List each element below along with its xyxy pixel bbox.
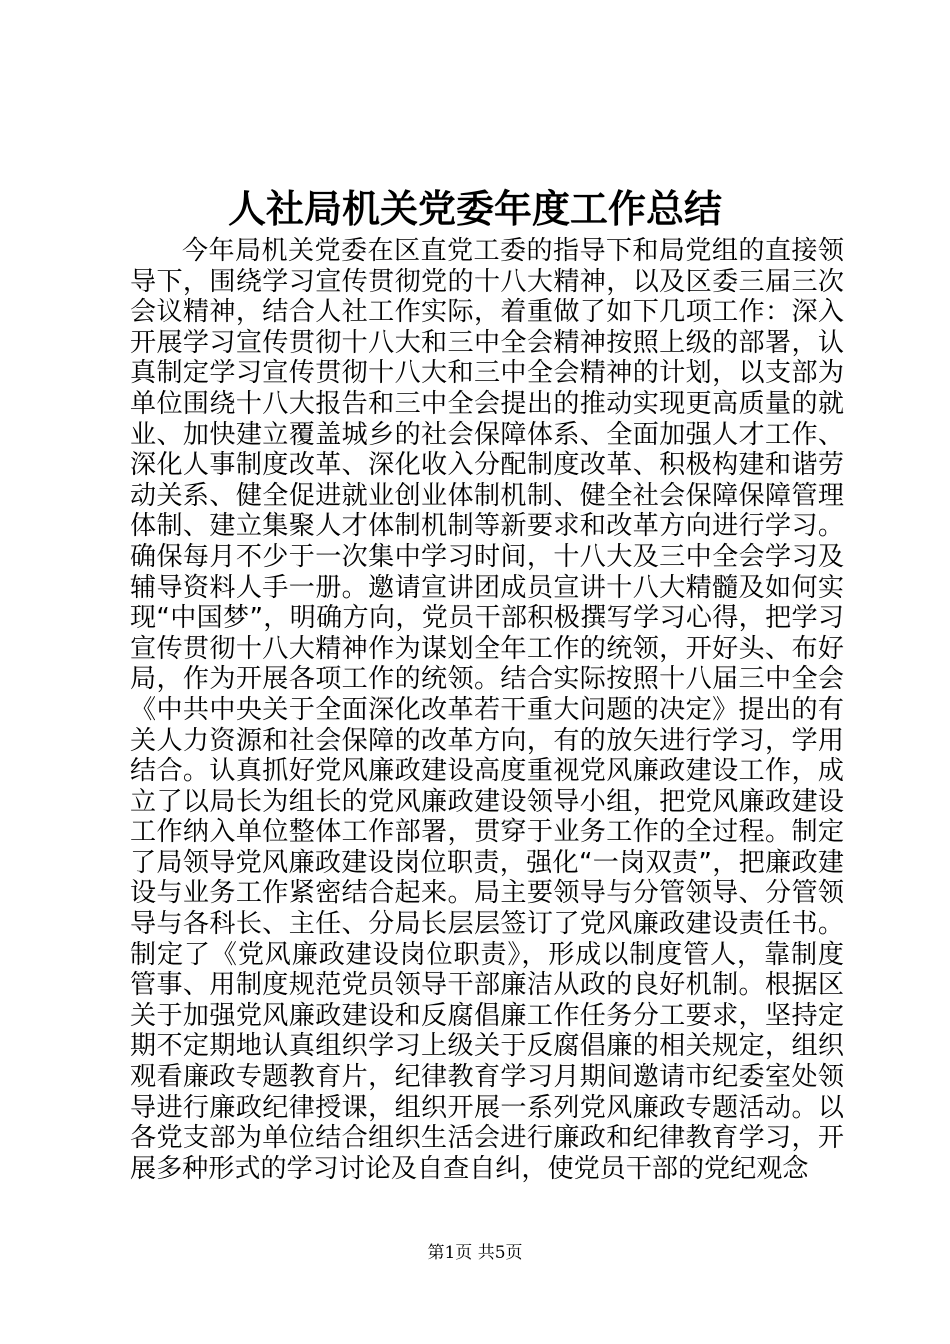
page-footer: 第1页 共5页: [427, 1243, 523, 1263]
document-body: 今年局机关党委在区直党工委的指导下和局党组的直接领导下，围绕学习宣传贯彻党的十八大精神，以及区委三届三次会议精神，结合人社工作实际，着重做了如下几项工作：深入开展学习宣传贯彻十八大和三中全会精神按照上级的部署，认真制定学习宣传贯彻十八大和三中全会精神的计划，以支部为单位围绕十八大报告和三中全会提出的推动实现更高质量的就业、加快建立覆盖城乡的社会保障体系、全面加强人才工作、深化人事制度改革、深化收入分配制度改革、积极构建和谐劳动关系、健全促进就业创业体制机制、健全社会保障保障管理体制、建立集聚人才体制机制等新要求和改革方向进行学习。确保每月不少于一次集中学习时间，十八大及三中全会学习及辅导资料人手一册。邀请宣讲团成员宣讲十八大精髓及如何实现“中国梦”，明确方向，党员干部积极撰写学习心得，把学习宣传贯彻十八大精神作为谋划全年工作的统领，开好头、布好局，作为开展各项工作的统领。结合实际按照十八届三中全会《中共中央关于全面深化改革若干重大问题的决定》提出的有关人力资源和社会保障的改革方向，有的放矢进行学习，学用结合。认真抓好党风廉政建设高度重视党风廉政建设工作，成立了以局长为组长的党风廉政建设领导小组，把党风廉政建设工作纳入单位整体工作部署，贯穿于业务工作的全过程。制定了局领导党风廉政建设岗位职责，强化“一岗双责”，把廉政建设与业务工作紧密结合起来。局主要领导与分管领导、分管领导与各科长、主任、分局长层层签订了党风廉政建设责任书。制定了《党风廉政建设岗位职责》，形成以制度管人，靠制度管事、用制度规范党员领导干部廉洁从政的良好机制。根据区关于加强党风廉政建设和反腐倡廉工作任务分工要求，坚持定期不定期地认真组织学习上级关于反腐倡廉的相关规定，组织观看廉政专题教育片，纪律教育学习月期间邀请市纪委室处领导进行廉政纪律授课，组织开展一系列党风廉政专题活动。以各党支部为单位结合组织生活会进行廉政和纪律教育学习，开展多种形式的学习讨论及自查自纠，使党员干部的党纪观念: [130, 236, 844, 1184]
document-title: 人社局机关党委年度工作总结: [227, 186, 722, 231]
